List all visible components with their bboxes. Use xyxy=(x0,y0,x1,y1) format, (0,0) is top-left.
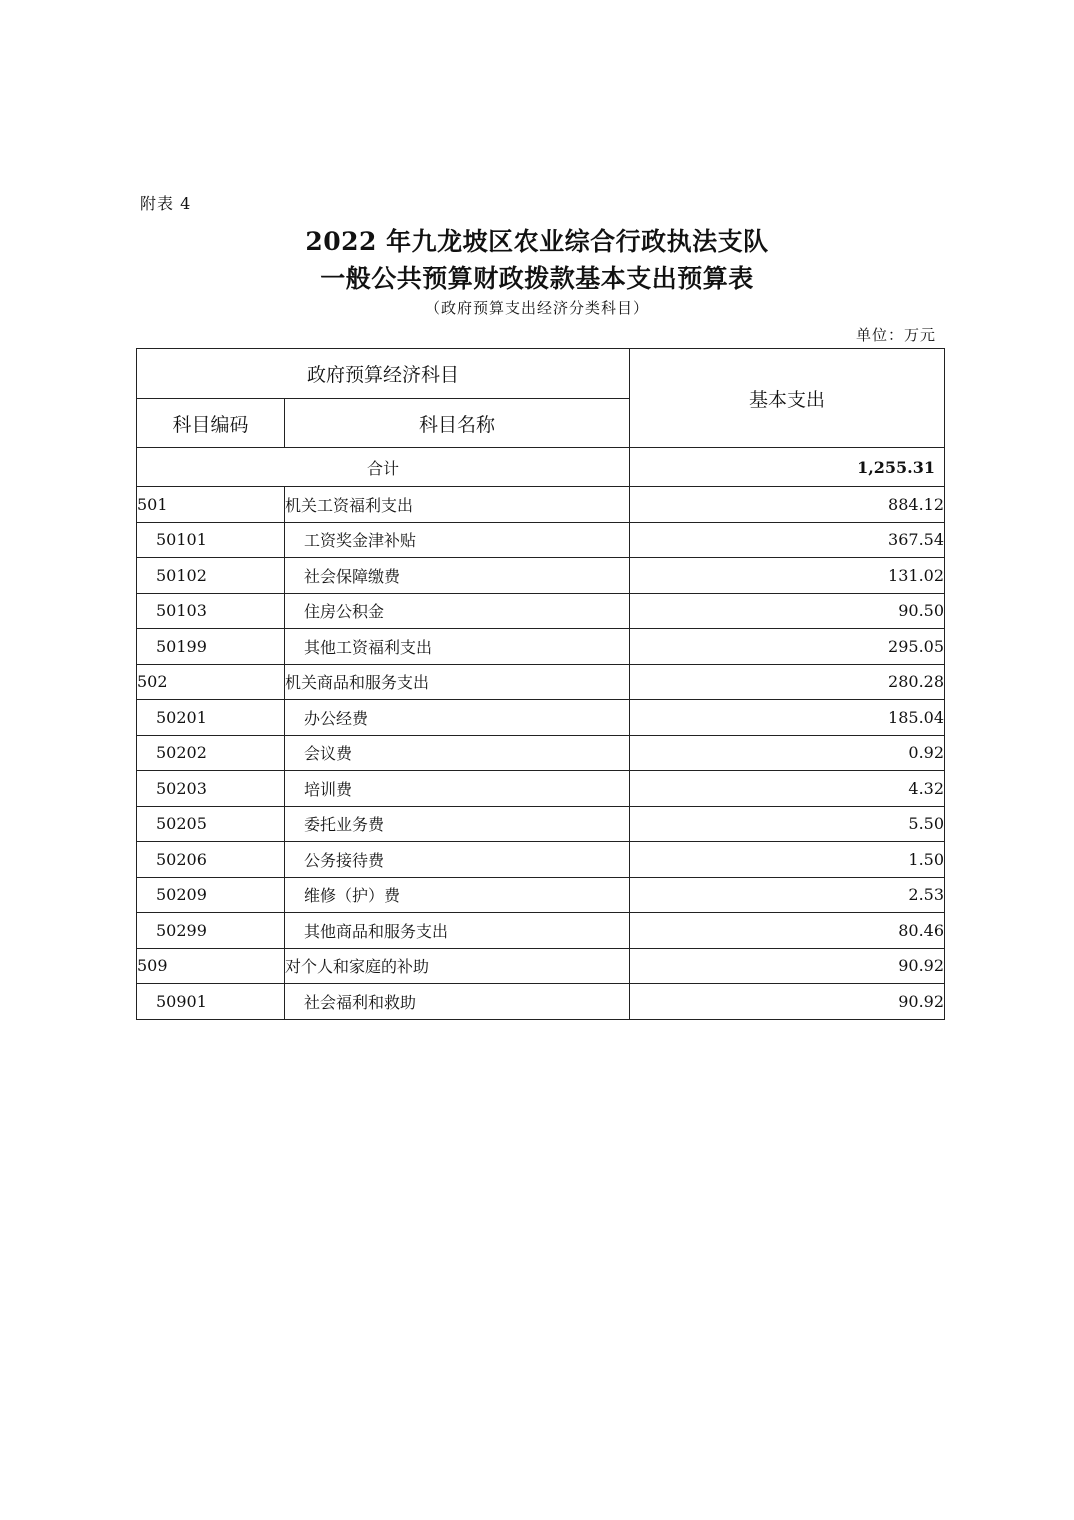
subject-code-cell: 50103 xyxy=(137,593,285,629)
subject-name-cell: 办公经费 xyxy=(285,700,630,736)
basic-expenditure-cell: 90.92 xyxy=(630,948,945,984)
basic-expenditure-cell: 185.04 xyxy=(630,700,945,736)
subject-name-cell: 维修（护）费 xyxy=(285,877,630,913)
table-row xyxy=(137,735,945,771)
subject-name-cell: 机关工资福利支出 xyxy=(285,487,630,523)
subject-name-cell: 社会福利和救助 xyxy=(285,984,630,1020)
subject-code-cell: 50102 xyxy=(137,558,285,594)
budget-table xyxy=(136,348,945,1020)
subject-code-cell: 501 xyxy=(137,487,285,523)
basic-expenditure-cell: 1.50 xyxy=(630,842,945,878)
table-row xyxy=(137,558,945,594)
subject-code-cell: 50206 xyxy=(137,842,285,878)
subject-code-cell: 50101 xyxy=(137,522,285,558)
table-row xyxy=(137,984,945,1020)
table-row xyxy=(137,487,945,523)
header-subject-code: 科目编码 xyxy=(137,399,285,448)
table-row xyxy=(137,948,945,984)
basic-expenditure-cell: 367.54 xyxy=(630,522,945,558)
table-row xyxy=(137,593,945,629)
subject-code-cell: 50299 xyxy=(137,913,285,949)
basic-expenditure-cell: 2.53 xyxy=(630,877,945,913)
basic-expenditure-cell: 884.12 xyxy=(630,487,945,523)
basic-expenditure-cell: 295.05 xyxy=(630,629,945,665)
subject-code-cell: 509 xyxy=(137,948,285,984)
basic-expenditure-cell: 90.92 xyxy=(630,984,945,1020)
subject-code-cell: 50199 xyxy=(137,629,285,665)
basic-expenditure-cell: 131.02 xyxy=(630,558,945,594)
subject-name-cell: 工资奖金津补贴 xyxy=(285,522,630,558)
table-row xyxy=(137,842,945,878)
basic-expenditure-cell: 4.32 xyxy=(630,771,945,807)
subject-code-cell: 50202 xyxy=(137,735,285,771)
basic-expenditure-cell: 80.46 xyxy=(630,913,945,949)
total-row xyxy=(137,448,945,487)
subject-name-cell: 会议费 xyxy=(285,735,630,771)
header-row-1 xyxy=(137,349,945,399)
subject-code-cell: 50901 xyxy=(137,984,285,1020)
total-label: 合计 xyxy=(137,448,630,487)
header-economic-subject: 政府预算经济科目 xyxy=(137,349,630,399)
table-row xyxy=(137,700,945,736)
appendix-label: 附表 4 xyxy=(140,194,192,213)
subject-code-cell: 50205 xyxy=(137,806,285,842)
basic-expenditure-cell: 0.92 xyxy=(630,735,945,771)
unit-label: 单位：万元 xyxy=(855,326,936,344)
subject-code-cell: 50201 xyxy=(137,700,285,736)
subject-code-cell: 502 xyxy=(137,664,285,700)
subject-name-cell: 其他商品和服务支出 xyxy=(285,913,630,949)
table-row xyxy=(137,522,945,558)
subject-name-cell: 其他工资福利支出 xyxy=(285,629,630,665)
subject-code-cell: 50209 xyxy=(137,877,285,913)
table-row xyxy=(137,913,945,949)
document-title-line2: 一般公共预算财政拨款基本支出预算表 xyxy=(320,264,754,293)
subject-name-cell: 培训费 xyxy=(285,771,630,807)
table-row xyxy=(137,806,945,842)
table-row xyxy=(137,629,945,665)
subject-name-cell: 委托业务费 xyxy=(285,806,630,842)
document-subtitle: （政府预算支出经济分类科目） xyxy=(424,299,649,317)
table-row xyxy=(137,877,945,913)
table-row xyxy=(137,771,945,807)
subject-name-cell: 住房公积金 xyxy=(285,593,630,629)
header-subject-name: 科目名称 xyxy=(285,399,630,448)
subject-code-cell: 50203 xyxy=(137,771,285,807)
basic-expenditure-cell: 90.50 xyxy=(630,593,945,629)
total-value: 1,255.31 xyxy=(630,448,945,487)
table-row xyxy=(137,664,945,700)
document-title-line1: 2022 年九龙坡区农业综合行政执法支队 xyxy=(305,227,769,256)
subject-name-cell: 社会保障缴费 xyxy=(285,558,630,594)
subject-name-cell: 机关商品和服务支出 xyxy=(285,664,630,700)
subject-name-cell: 公务接待费 xyxy=(285,842,630,878)
basic-expenditure-cell: 5.50 xyxy=(630,806,945,842)
header-basic-expenditure: 基本支出 xyxy=(630,349,945,448)
basic-expenditure-cell: 280.28 xyxy=(630,664,945,700)
subject-name-cell: 对个人和家庭的补助 xyxy=(285,948,630,984)
